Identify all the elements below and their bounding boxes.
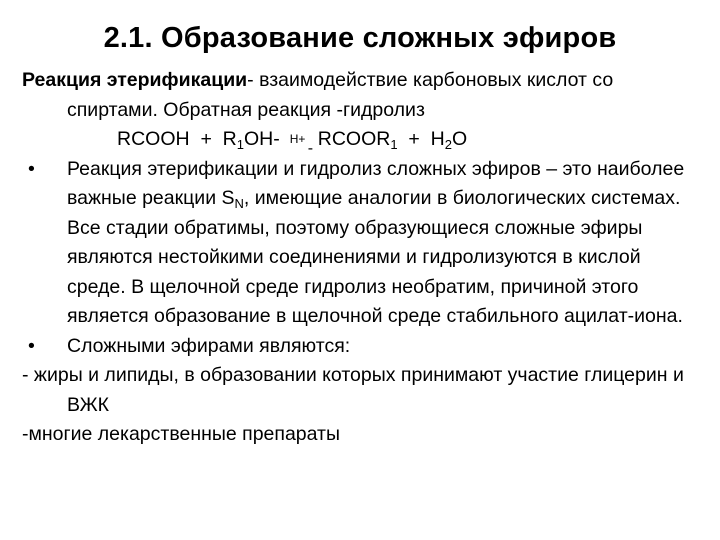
reactant-alcohol: $R_1OH-$	[222, 128, 280, 152]
bullet-text: Сложными эфирами являются:	[67, 334, 351, 357]
reaction-equation: RCOOH + $R_1OH-$ H+ - $RCOOR_1 + H_2O$	[117, 128, 468, 157]
definition-text: - взаимодействие карбоновых кислот со спиртами. Обратная реакция -гидролиз	[67, 69, 614, 121]
definition-term: Реакция этерификации	[22, 69, 248, 91]
slide-title: 2.1. Образование сложных эфиров	[103, 22, 617, 54]
dash-list-item: - жиры и липиды, в образовании которых принимают участие глицерин и ВЖК	[22, 364, 684, 416]
bullet-text: Реакция этерификации и гидролиз сложных эфиров – это наиболее важные реакции S	[67, 157, 685, 209]
product-water: $H_2O$	[430, 128, 468, 152]
bullet-subscript: N	[234, 196, 244, 211]
product-ester: $RCOOR_1$	[317, 128, 398, 152]
plus-sign: +	[200, 128, 212, 150]
bullet-item	[22, 332, 702, 362]
bullet-symbol: •	[28, 157, 35, 180]
plus-sign-2: +	[408, 128, 420, 150]
bullet-text-continued: , имеющие аналогии в биологических системах. Все стадии обратимы, поэтому образующиеся сложные эфиры являются нестойкими соединениями и гидролизуются в кислой среде. В щелочной среде гидролиз необратим, причиной этого является образование в щелочной среде стабильного ацилат-иона.	[67, 187, 683, 327]
bullet-symbol: •	[28, 334, 35, 357]
slide-body	[22, 66, 702, 450]
definition-paragraph	[22, 66, 702, 125]
bullet-item	[22, 155, 702, 332]
reactant-acid: RCOOH	[117, 128, 190, 150]
dash-list-item: -многие лекарственные препараты	[22, 423, 340, 445]
